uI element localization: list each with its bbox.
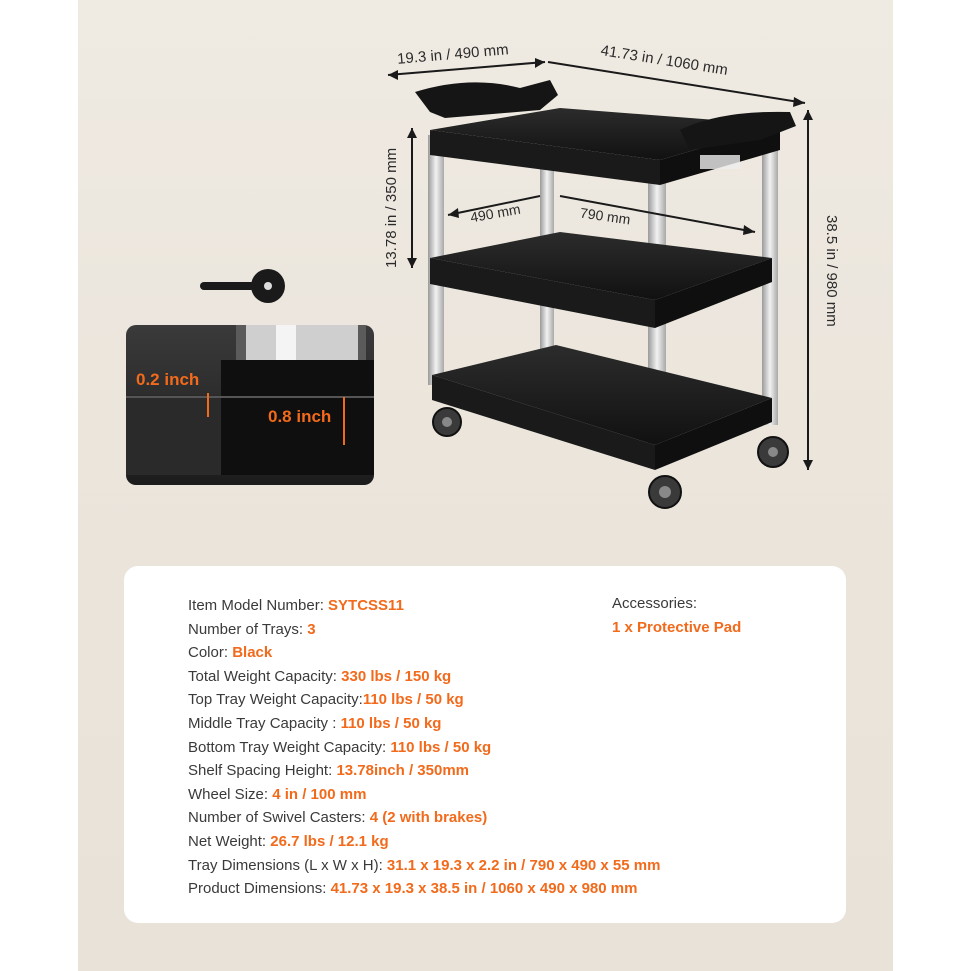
dim-height-label: 38.5 in / 980 mm bbox=[823, 215, 840, 327]
spec-label: Item Model Number: bbox=[188, 597, 329, 614]
spec-label: Shelf Spacing Height: bbox=[188, 762, 337, 780]
dim-depth-label: 19.3 in / 490 mm bbox=[396, 41, 510, 68]
spec-value: 3 bbox=[307, 620, 316, 638]
accessories-title: Accessories: bbox=[612, 595, 698, 612]
lip-height-label: 0.2 inch bbox=[136, 370, 200, 389]
spec-value: 13.78inch / 350mm bbox=[336, 762, 470, 780]
spec-value: 110 lbs / 50 kg bbox=[362, 691, 464, 709]
dim-length-label: 41.73 in / 1060 mm bbox=[599, 42, 729, 79]
spec-row bbox=[188, 688, 660, 712]
tray-depth-label: 0.8 inch bbox=[268, 407, 332, 426]
spec-label: Net Weight: bbox=[188, 832, 271, 850]
spec-value: 110 lbs / 50 kg bbox=[390, 738, 492, 756]
specifications-card bbox=[124, 566, 846, 923]
spec-row bbox=[188, 712, 660, 736]
spec-label: Tray Dimensions (L x W x H): bbox=[188, 856, 387, 874]
spec-value: 41.73 x 19.3 x 38.5 in / 1060 x 490 x 980 mm bbox=[330, 880, 638, 898]
tray-detail-inset bbox=[126, 325, 374, 485]
label-plate bbox=[700, 155, 740, 169]
spec-row bbox=[188, 736, 660, 760]
accessories-section bbox=[612, 592, 741, 640]
spec-row bbox=[188, 618, 660, 642]
dim-inner-length-label: 790 mm bbox=[579, 204, 632, 228]
spec-label: Wheel Size: bbox=[188, 785, 273, 803]
spec-row bbox=[188, 665, 660, 689]
spec-label: Middle Tray Capacity : bbox=[188, 714, 341, 732]
spec-row bbox=[188, 759, 660, 783]
spec-label: Color: bbox=[188, 644, 233, 662]
spec-value: 31.1 x 19.3 x 2.2 in / 790 x 490 x 55 mm bbox=[386, 856, 661, 874]
spec-value: Black bbox=[232, 644, 273, 662]
spec-value: 26.7 lbs / 12.1 kg bbox=[270, 832, 389, 850]
protective-pad-icon bbox=[200, 269, 285, 303]
dim-shelf-spacing-label: 13.78 in / 350 mm bbox=[383, 147, 400, 268]
spec-row bbox=[188, 783, 660, 807]
spec-row bbox=[188, 594, 660, 618]
spec-label: Top Tray Weight Capacity: bbox=[188, 691, 363, 709]
dim-inner-depth-label: 490 mm bbox=[468, 200, 522, 226]
spec-value: 330 lbs / 150 kg bbox=[341, 667, 452, 685]
spec-label: Total Weight Capacity: bbox=[188, 667, 342, 685]
spec-label: Bottom Tray Weight Capacity: bbox=[188, 738, 391, 756]
spec-value: 4 (2 with brakes) bbox=[369, 809, 488, 827]
spec-label: Number of Swivel Casters: bbox=[188, 809, 370, 827]
spec-value: 110 lbs / 50 kg bbox=[340, 714, 442, 732]
accessories-item: 1 x Protective Pad bbox=[612, 619, 742, 636]
spec-row bbox=[188, 854, 660, 878]
spec-label: Number of Trays: bbox=[188, 620, 308, 638]
spec-row bbox=[188, 877, 660, 901]
spec-row bbox=[188, 806, 660, 830]
spec-row bbox=[188, 641, 660, 665]
spec-value: 4 in / 100 mm bbox=[272, 785, 367, 803]
spec-list bbox=[188, 594, 660, 901]
spec-row bbox=[188, 830, 660, 854]
spec-value: SYTCSS11 bbox=[328, 597, 404, 614]
spec-label: Product Dimensions: bbox=[188, 880, 331, 898]
